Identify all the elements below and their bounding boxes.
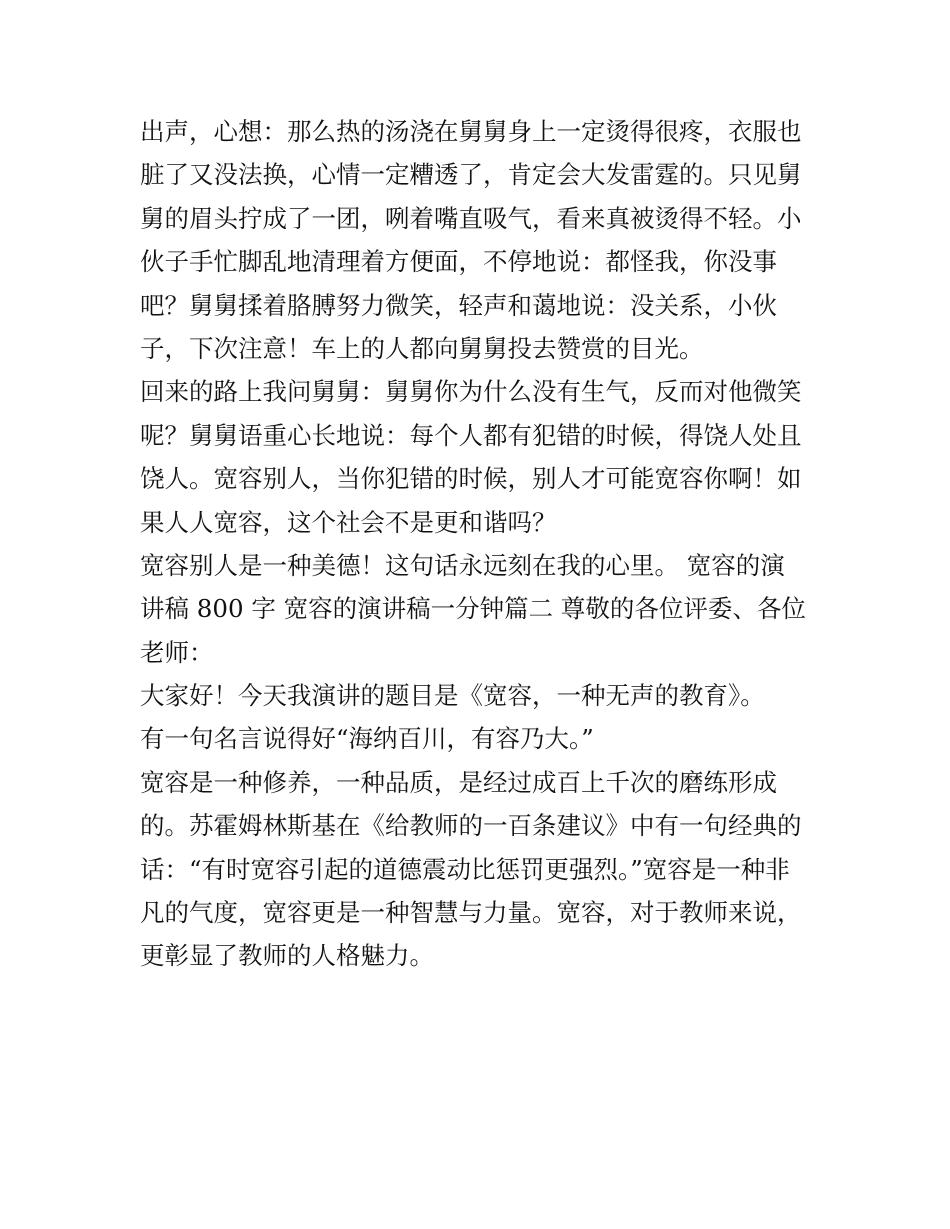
text-line: 出声，心想：那么热的汤浇在舅舅身上一定烫得很疼，衣服也 bbox=[140, 117, 802, 146]
text-line: 大家好！今天我演讲的题目是《宽容，一种无声的教育》。 bbox=[140, 681, 765, 711]
document-body bbox=[140, 110, 820, 978]
text-line: 回来的路上我问舅舅：舅舅你为什么没有生气，反而对他微笑 bbox=[140, 377, 802, 407]
text-line: 吧？舅舅揉着胳膊努力微笑，轻声和蔼地说：没关系，小伙 bbox=[140, 290, 777, 320]
text-line: 舅的眉头拧成了一团，咧着嘴直吸气，看来真被烫得不轻。小 bbox=[140, 203, 802, 233]
text-line: 伙子手忙脚乱地清理着方便面，不停地说：都怪我，你没事 bbox=[140, 247, 777, 277]
text-line: 更彰显了教师的人格魅力。 bbox=[140, 941, 434, 971]
text-line: 凡的气度，宽容更是一种智慧与力量。宽容，对于教师来说， bbox=[140, 898, 802, 928]
text-line: 宽容别人是一种美德！这句话永远刻在我的心里。 宽容的演 bbox=[140, 550, 785, 580]
text-line: 话：“有时宽容引起的道德震动比惩罚更强烈。”宽容是一种非 bbox=[140, 854, 790, 884]
text-line: 果人人宽容，这个社会不是更和谐吗？ bbox=[140, 507, 557, 537]
text-line: 子，下次注意！车上的人都向舅舅投去赞赏的目光。 bbox=[140, 333, 704, 363]
text-line: 饶人。宽容别人，当你犯错的时候，别人才可能宽容你啊！如 bbox=[140, 464, 802, 494]
text-line: 老师： bbox=[140, 637, 214, 667]
text-line: 呢？舅舅语重心长地说：每个人都有犯错的时候，得饶人处且 bbox=[140, 420, 802, 450]
text-line: 宽容是一种修养，一种品质，是经过成百上千次的磨练形成 bbox=[140, 767, 777, 797]
text-line: 讲稿 800 字 宽容的演讲稿一分钟篇二 尊敬的各位评委、各位 bbox=[140, 594, 806, 624]
text-line: 脏了又没法换，心情一定糟透了，肯定会大发雷霆的。只见舅 bbox=[140, 160, 802, 190]
text-line: 有一句名言说得好“海纳百川，有容乃大。” bbox=[140, 724, 594, 754]
text-line: 的。苏霍姆林斯基在《给教师的一百条建议》中有一句经典的 bbox=[140, 811, 802, 841]
